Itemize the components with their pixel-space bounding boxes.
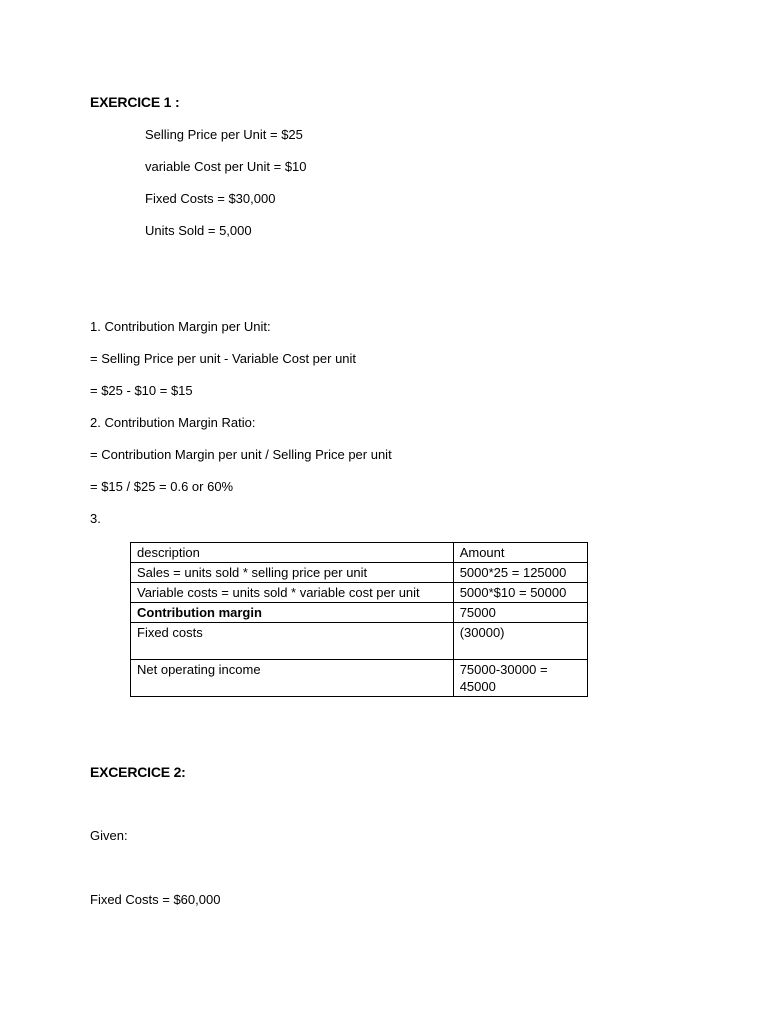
solution-line-cm-result: = $25 - $10 = $15	[90, 383, 193, 398]
solution-line-cm-per-unit: 1. Contribution Margin per Unit:	[90, 319, 271, 334]
exercise-1-title: EXERCICE 1 :	[90, 94, 180, 110]
table-header-description: description	[131, 543, 454, 563]
table-row	[131, 660, 588, 697]
contribution-margin-table	[130, 542, 588, 697]
solution-line-ratio-result: = $15 / $25 = 0.6 or 60%	[90, 479, 234, 494]
solution-line-cm-formula: = Selling Price per unit - Variable Cost per unit	[90, 351, 357, 366]
given-fixed-costs: Fixed Costs = $30,000	[145, 191, 276, 206]
table-cell-label: Net operating income	[131, 660, 454, 697]
given-units-sold: Units Sold = 5,000	[145, 223, 252, 238]
table-cell-label: Contribution margin	[131, 603, 454, 623]
table-row	[131, 583, 588, 603]
table-row	[131, 563, 588, 583]
table-row	[131, 623, 588, 660]
table-cell-label: Sales = units sold * selling price per unit	[131, 563, 454, 583]
solution-line-cm-ratio: 2. Contribution Margin Ratio:	[90, 415, 256, 430]
exercise-2-given-label: Given:	[90, 828, 128, 843]
table-cell-amount	[453, 660, 587, 697]
table-cell-amount: 5000*25 = 125000	[453, 563, 587, 583]
table-cell-label: Fixed costs	[131, 623, 454, 660]
given-variable-cost: variable Cost per Unit = $10	[145, 159, 307, 174]
table-row	[131, 603, 588, 623]
exercise-2-title: EXCERCICE 2:	[90, 764, 186, 780]
table-cell-amount: 75000	[453, 603, 587, 623]
table-cell-amount-line: 45000	[459, 679, 496, 694]
table-cell-amount: 5000*$10 = 50000	[453, 583, 587, 603]
exercise-2-fixed-costs: Fixed Costs = $60,000	[90, 892, 221, 907]
table-cell-amount: (30000)	[453, 623, 587, 660]
table-header-row	[131, 543, 588, 563]
solution-line-item-3: 3.	[90, 511, 101, 526]
solution-line-ratio-formula: = Contribution Margin per unit / Selling Price per unit	[90, 447, 392, 462]
table-header-amount: Amount	[453, 543, 587, 563]
given-selling-price: Selling Price per Unit = $25	[145, 127, 303, 142]
table-cell-amount-line: 75000-30000 =	[459, 662, 548, 677]
table-cell-label: Variable costs = units sold * variable cost per unit	[131, 583, 454, 603]
